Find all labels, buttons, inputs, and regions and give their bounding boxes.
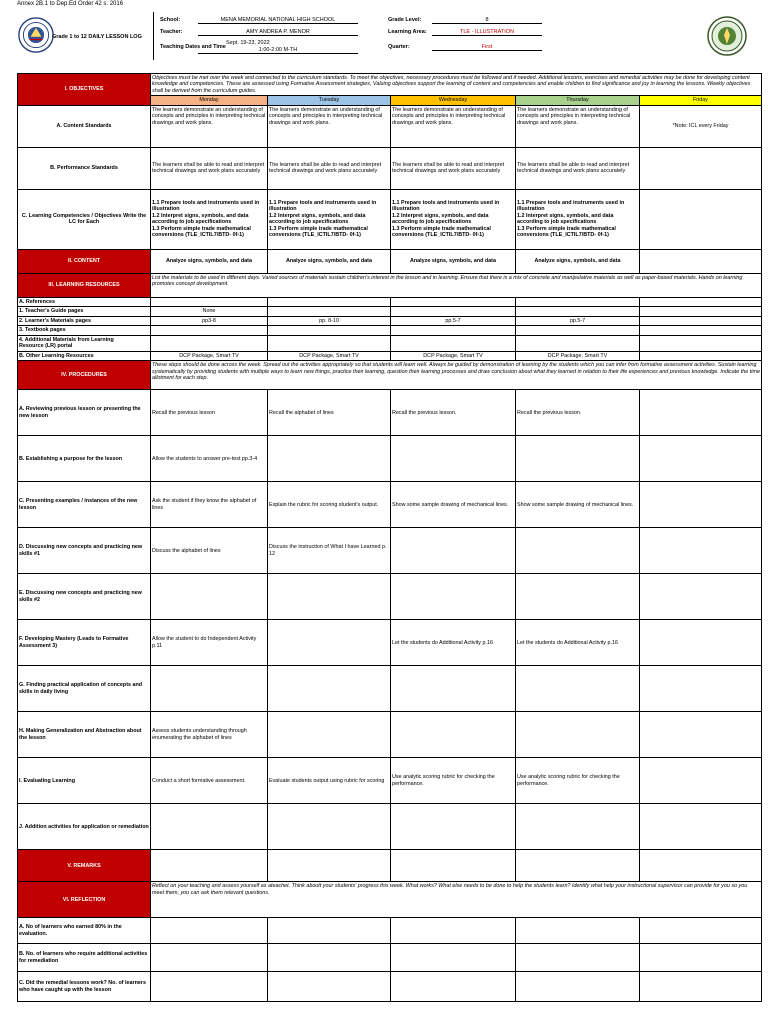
competencies-mon: 1.1 Prepare tools and instruments used in illustration 1.2 Interpret signs, symbols, and data according to job specifications 1.3 Perform simple trade mathematical conversions (TLE_ICTIL7/BTD- 0f-1) xyxy=(151,189,268,249)
procedure-c-label: C. Presenting examples / instances of the new lesson xyxy=(18,482,151,528)
procedure-a-mon: Recall the previous lesson xyxy=(151,390,268,436)
area-label: Learning Area: xyxy=(388,29,427,35)
procedure-i-label: I. Evaluating Learning xyxy=(18,758,151,804)
resources-intro: List the materials to be used in different days. Varied sources of materials sustain children's interest in the lesson and in learning. Ensure that there is a mix of concrete and manipulative materials as well as paper-based materials. Hands on learning promotes concept development. xyxy=(151,273,762,297)
lm-pages-wed: pp.5-7 xyxy=(391,316,516,325)
procedure-b-label: B. Establishing a purpose for the lesson xyxy=(18,436,151,482)
procedure-g-label: G. Finding practical application of concepts and skills in daily living xyxy=(18,666,151,712)
content-thu: Analyze signs, symbols, and data xyxy=(516,249,640,273)
reflection-intro: Reflect on your teaching and assess yourself as ateachet. Think aboutt your students' progress this week. What works? What else needs to be done to help the students learn? Identify what help your instructional supervisor can provide for you so you meet them, you can ask them relevant questions. xyxy=(151,882,762,918)
procedure-d-label: D. Discussing new concepts and practicing new skills #1 xyxy=(18,528,151,574)
procedure-i-tue: Evaluate students output using rubric for scoring xyxy=(268,758,391,804)
lm-pages-thu: pp.5-7 xyxy=(516,316,640,325)
performance-standards-wed: The learners shall be able to read and interpret technical drawings and work plans accurately xyxy=(391,147,516,189)
dates-value: Sept. 19-23, 2022 xyxy=(226,40,270,46)
procedure-d-mon: Discuss the alphabet of lines xyxy=(151,528,268,574)
resources-section: III. LEARNING RESOURCES xyxy=(18,273,151,297)
dates-label: Teaching Dates and Time xyxy=(160,44,226,50)
dll-title: Grade 1 to 12 DAILY LESSON LOG xyxy=(52,34,142,40)
day-wednesday: Wednesday xyxy=(391,96,516,105)
additional-materials-label: 4. Additional Materials from Learning Resource (LR) portal xyxy=(18,335,151,351)
procedure-j-label: J. Addition activities for application or remediation xyxy=(18,804,151,850)
reflection-section: VI. REFLECTION xyxy=(18,882,151,918)
performance-standards-mon: The learners shall be able to read and interpret technical drawings and work plans accurately xyxy=(151,147,268,189)
teacher-label: Teacher: xyxy=(160,29,183,35)
teacher-value: AMY ANDREA P. MENOR xyxy=(198,29,358,36)
remarks-section: V. REMARKS xyxy=(18,850,151,882)
school-label: School: xyxy=(160,17,181,23)
tg-pages-mon: None xyxy=(151,307,268,316)
competencies-fri xyxy=(640,189,762,249)
content-standards-tue: The learners demonstrate an understanding of concepts and principles in interpreting technical drawings and work plans. xyxy=(268,105,391,147)
procedure-f-wed: Let the students do Additional Activity p.16 xyxy=(391,620,516,666)
content-standards-thu: The learners demonstrate an understanding of concepts and principles in interpreting technical drawings and work plans. xyxy=(516,105,640,147)
procedure-a-thu: Recall the previous lesson. xyxy=(516,390,640,436)
tg-pages-label: 1. Teacher's Guide pages xyxy=(18,307,151,316)
time-value: 1:00-2:00 M-TH xyxy=(198,47,358,54)
deped-seal-icon xyxy=(18,17,54,53)
lm-pages-tue: pp. 8-10 xyxy=(268,316,391,325)
other-resources-tue: DCP Package, Smart TV xyxy=(268,351,391,360)
day-tuesday: Tuesday xyxy=(268,96,391,105)
procedure-a-label: A. Reviewing previous lesson or presenting the new lesson xyxy=(18,390,151,436)
other-resources-mon: DCP Package, Smart TV xyxy=(151,351,268,360)
performance-standards-thu: The learners shall be able to read and interpret technical drawings and work plans accurately xyxy=(516,147,640,189)
content-standards-fri: *Note: ICL every Friday xyxy=(640,105,762,147)
performance-standards-tue: The learners shall be able to read and interpret technical drawings and work plans accurately xyxy=(268,147,391,189)
school-value: MENA MEMORIAL NATIONAL HIGH SCHOOL xyxy=(198,17,358,24)
reflection-b-label: B. No. of learners who require additional activities for remediation xyxy=(18,944,151,972)
procedure-a-tue: Recall the alphabet of lines xyxy=(268,390,391,436)
school-seal-icon xyxy=(707,16,747,56)
procedure-e-label: E. Discussing new concepts and practicing new skills #2 xyxy=(18,574,151,620)
reflection-a-label: A. No of learners who earned 80% in the evaluation. xyxy=(18,918,151,944)
procedure-f-thu: Let the students do Additional Activity p.16 xyxy=(516,620,640,666)
content-standards-label: A. Content Standards xyxy=(18,105,151,147)
procedure-a-wed: Recall the previous lesson. xyxy=(391,390,516,436)
header-divider xyxy=(153,12,154,60)
objectives-intro: Objectives must be met over the week and connected to the curriculum standards. To meet the objectives, necessary procedures must be followed and if needed. Additional lessons, exercises and remedial activities may be done for developing content knowledge and competencies. These are assessed using Formative Assessment strategies, Valuing objectives support the learning of content and competencies and enable children to find significance and joy in learning the lessons. Weekly objectives shall be derived from the curriculum guides. xyxy=(151,74,762,96)
grade-value: 8 xyxy=(432,17,542,24)
procedure-i-thu: Use analytic scoring rubric for checking the performance. xyxy=(516,758,640,804)
quarter-label: Quarter: xyxy=(388,44,410,50)
procedure-c-tue: Explain the rubric for scoring student's output. xyxy=(268,482,391,528)
procedure-c-mon: Ask the student if they know the alphabet of lines xyxy=(151,482,268,528)
lm-pages-mon: pp3-8 xyxy=(151,316,268,325)
content-tue: Analyze signs, symbols, and data xyxy=(268,249,391,273)
grade-label: Grade Level: xyxy=(388,17,422,23)
competencies-label: C. Learning Competencies / Objectives Write the LC for Each xyxy=(18,189,151,249)
procedures-section: IV. PROCEDURES xyxy=(18,361,151,390)
quarter-value: First xyxy=(432,44,542,51)
annex-note: Annex 2B.1 to Dep.Ed Order 42 s. 2016 xyxy=(17,1,124,7)
procedures-intro: These steps should be done across the week. Spread out the activities appropriately so that students will learn well. Always be guided by demonstration of learning by the students which you can infer from formative assessment activities. Sustain learning systematically by providing students with multiple ways to learn new things, practice their learning, question their learning processes and draw conclusion about what they learned in relation to their life experiences and previous knowledge. Indicate the time allotment for each step. xyxy=(151,361,762,390)
lesson-log-table xyxy=(17,73,762,1002)
day-thursday: Thursday xyxy=(516,96,640,105)
content-wed: Analyze signs, symbols, and data xyxy=(391,249,516,273)
other-resources-wed: DCP Package, Smart TV xyxy=(391,351,516,360)
competencies-thu: 1.1 Prepare tools and instruments used in illustration 1.2 Interpret signs, symbols, and data according to job specifications 1.3 Perform simple trade mathematical conversions (TLE_ICTIL7/BTD- 0f-1) xyxy=(516,189,640,249)
content-standards-mon: The learners demonstrate an understanding of concepts and principles in interpreting technical drawings and work plans. xyxy=(151,105,268,147)
content-standards-wed: The learners demonstrate an understanding of concepts and principles in interpreting technical drawings and work plans. xyxy=(391,105,516,147)
day-friday: Friday xyxy=(640,96,762,105)
day-monday: Monday xyxy=(151,96,268,105)
objectives-section: I. OBJECTIVES xyxy=(18,74,151,106)
area-value: TLE - ILLUSTRATION xyxy=(432,29,542,36)
procedure-b-mon: Allow the students to answer pre-test pp.3-4 xyxy=(151,436,268,482)
other-resources-label: B. Other Learning Resources xyxy=(18,351,151,360)
procedure-i-mon: Conduct a short formative assessment. xyxy=(151,758,268,804)
lm-pages-label: 2. Learner's Materials pages xyxy=(18,316,151,325)
competencies-tue: 1.1 Prepare tools and instruments used in illustration 1.2 Interpret signs, symbols, and data according to job specifications 1.3 Perform simple trade mathematical conversions (TLE_ICTIL7/BTD- 0f-1) xyxy=(268,189,391,249)
content-fri xyxy=(640,249,762,273)
procedure-d-tue: Discuss the instruction of What I have Learned p. 12 xyxy=(268,528,391,574)
reflection-c-label: C. Did the remedial lessons work? No. of learners who have caught up with the lesson xyxy=(18,972,151,1002)
performance-standards-fri xyxy=(640,147,762,189)
procedure-c-wed: Show some sample drawing of mechanical lines. xyxy=(391,482,516,528)
performance-standards-label: B. Performance Standards xyxy=(18,147,151,189)
references-label: A. References xyxy=(18,297,151,306)
procedure-h-mon: Assess students understanding through enumerating the alphabet of lines xyxy=(151,712,268,758)
procedure-h-label: H. Making Generalization and Abstraction about the lesson xyxy=(18,712,151,758)
procedure-f-mon: Allow the student to do Independent Activity p.11 xyxy=(151,620,268,666)
competencies-wed: 1.1 Prepare tools and instruments used in illustration 1.2 Interpret signs, symbols, and data according to job specifications 1.3 Perform simple trade mathematical conversions (TLE_ICTIL7/BTD- 0f-1) xyxy=(391,189,516,249)
content-section: II. CONTENT xyxy=(18,249,151,273)
other-resources-thu: DCP Package, Smart TV xyxy=(516,351,640,360)
procedure-i-wed: Use analytic scoring rubric for checking the performance. xyxy=(391,758,516,804)
header xyxy=(14,12,760,60)
procedure-c-thu: Show some sample drawing of mechanical lines. xyxy=(516,482,640,528)
procedure-f-label: F. Developing Mastery (Leads to Formative Assessment 3) xyxy=(18,620,151,666)
content-mon: Analyze signs, symbols, and data xyxy=(151,249,268,273)
textbook-pages-label: 3. Textbook pages xyxy=(18,326,151,335)
